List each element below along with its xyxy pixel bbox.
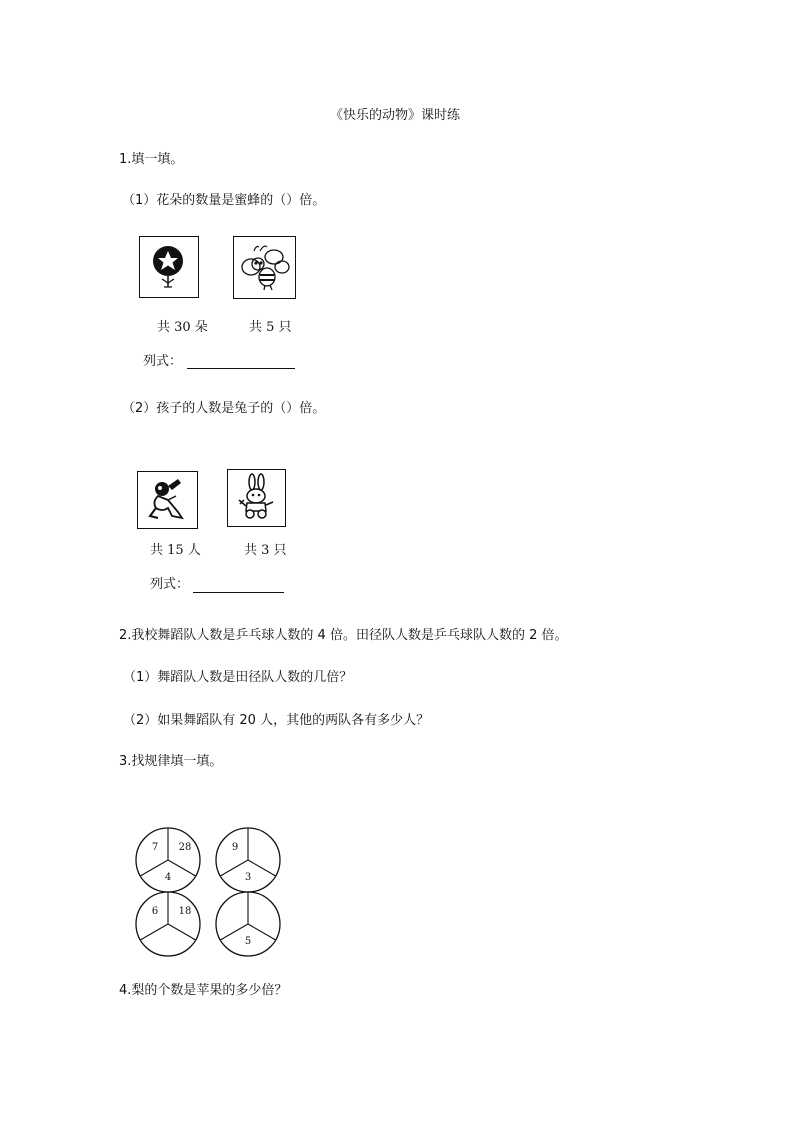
flower-image	[139, 236, 199, 298]
question-2-heading: 2.我校舞蹈队人数是乒乓球人数的 4 倍。田径队人数是乒乓球队人数的 2 倍。	[119, 628, 568, 643]
formula-label-2: 列式：	[150, 577, 190, 592]
question-1-heading: 1.填一填。	[119, 152, 184, 167]
question-4-heading: 4.梨的个数是苹果的多少倍？	[119, 983, 288, 998]
circle-3-top-right: 18	[178, 906, 192, 917]
circle-3-top-left: 6	[151, 906, 159, 917]
answer-blank-2[interactable]	[193, 592, 284, 593]
bee-caption: 共 5 只	[249, 320, 292, 335]
pattern-circles	[130, 820, 290, 965]
question-3-heading: 3.找规律填一填。	[119, 754, 223, 769]
circle-1-top-left: 7	[151, 842, 159, 853]
child-icon	[138, 472, 196, 527]
child-caption: 共 15 人	[150, 543, 201, 558]
circle-3	[136, 892, 200, 956]
rabbit-image	[227, 469, 286, 527]
bee-icon	[234, 237, 294, 297]
flower-icon	[140, 237, 197, 296]
formula-label-1: 列式：	[143, 354, 183, 369]
question-2-part-1: （1）舞蹈队人数是田径队人数的几倍？	[123, 670, 353, 685]
circle-1-bottom: 4	[164, 872, 172, 883]
rabbit-icon	[228, 470, 284, 525]
rabbit-caption: 共 3 只	[244, 543, 287, 558]
child-image	[137, 471, 198, 529]
circle-1-top-right: 28	[178, 842, 192, 853]
answer-blank-1[interactable]	[187, 368, 295, 369]
bee-image	[233, 236, 296, 299]
question-2-part-2: （2）如果舞蹈队有 20 人，其他的两队各有多少人？	[123, 713, 430, 728]
flower-caption: 共 30 朵	[157, 320, 208, 335]
circle-4-bottom: 5	[244, 936, 252, 947]
question-1-part-1: （1）花朵的数量是蜜蜂的（）倍。	[122, 193, 326, 208]
page-title: 《快乐的动物》课时练	[330, 108, 461, 123]
circle-2-bottom: 3	[244, 872, 252, 883]
question-1-part-2: （2）孩子的人数是兔子的（）倍。	[122, 401, 326, 416]
circle-2-top-left: 9	[231, 842, 239, 853]
